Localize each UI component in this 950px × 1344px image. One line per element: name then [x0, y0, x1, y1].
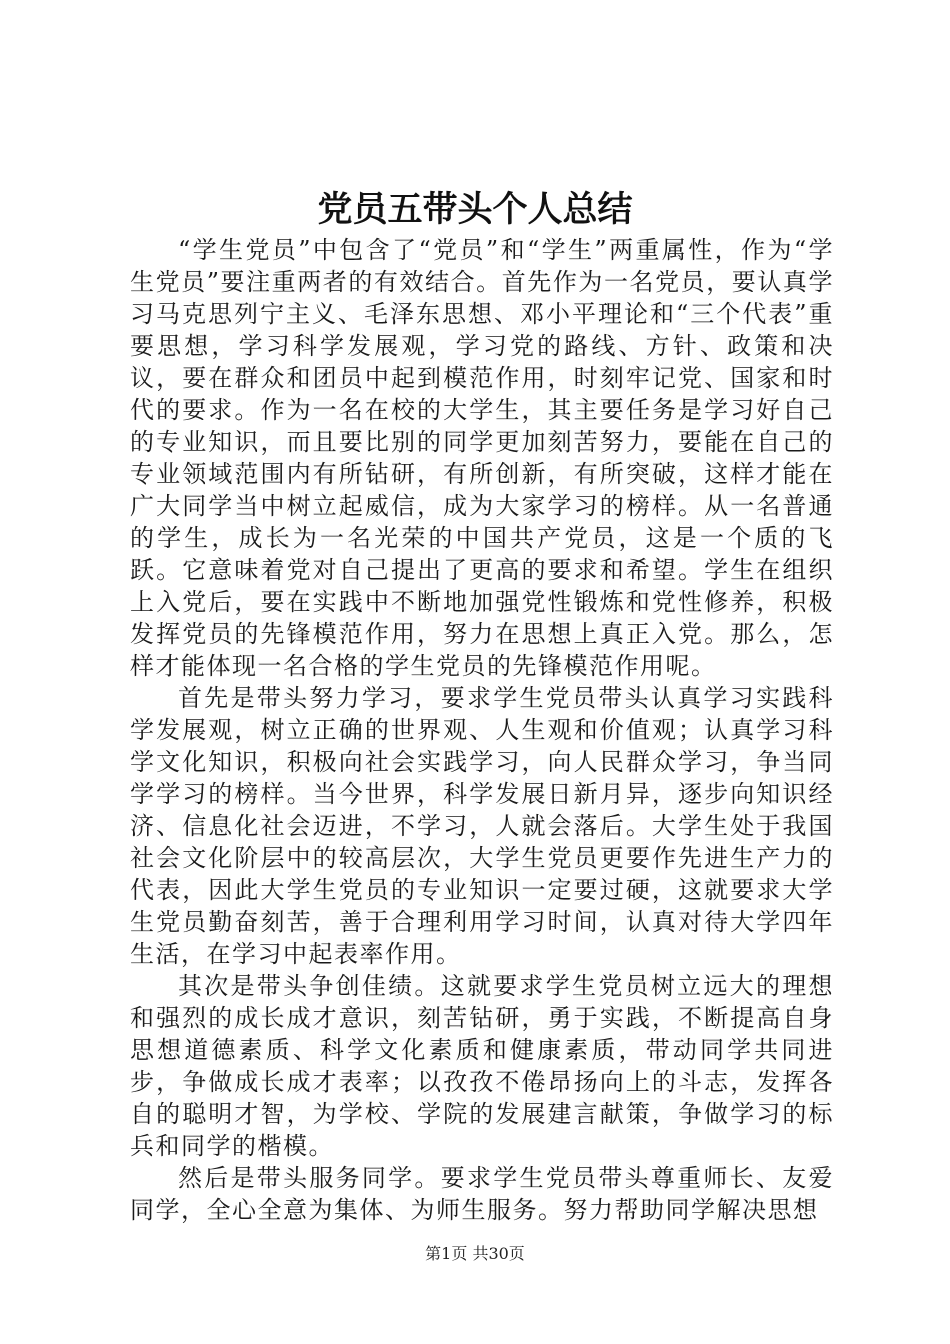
- paragraph-4: 然后是带头服务同学。要求学生党员带头尊重师长、友爱同学，全心全意为集体、为师生服务。努力帮助同学解决思想: [130, 1164, 834, 1224]
- paragraph-2: 首先是带头努力学习，要求学生党员带头认真学习实践科学发展观，树立正确的世界观、人生观和价值观；认真学习科学文化知识，积极向社会实践学习，向人民群众学习，争当同学学习的榜样。当今世界，科学发展日新月异，逐步向知识经济、信息化社会迈进，不学习，人就会落后。大学生处于我国社会文化阶层中的较高层次，大学生党员更要作先进生产力的代表，因此大学生党员的专业知识一定要过硬，这就要求大学生党员勤奋刻苦，善于合理利用学习时间，认真对待大学四年生活，在学习中起表率作用。: [130, 684, 834, 968]
- document-title: 党员五带头个人总结: [317, 189, 633, 230]
- page-number-footer: 第1页 共30页: [425, 1244, 525, 1263]
- paragraph-3: 其次是带头争创佳绩。这就要求学生党员树立远大的理想和强烈的成长成才意识，刻苦钻研，勇于实践，不断提高自身思想道德素质、科学文化素质和健康素质，带动同学共同进步，争做成长成才表率；以孜孜不倦昂扬向上的斗志，发挥各自的聪明才智，为学校、学院的发展建言献策，争做学习的标兵和同学的楷模。: [130, 972, 834, 1160]
- document-body: [130, 234, 834, 1226]
- paragraph-1: “学生党员”中包含了“党员”和“学生”两重属性，作为“学生党员”要注重两者的有效结合。首先作为一名党员，要认真学习马克思列宁主义、毛泽东思想、邓小平理论和“三个代表”重要思想，学习科学发展观，学习党的路线、方针、政策和决议，要在群众和团员中起到模范作用，时刻牢记党、国家和时代的要求。作为一名在校的大学生，其主要任务是学习好自己的专业知识，而且要比别的同学更加刻苦努力，要能在自己的专业领域范围内有所钻研，有所创新，有所突破，这样才能在广大同学当中树立起威信，成为大家学习的榜样。从一名普通的学生，成长为一名光荣的中国共产党员，这是一个质的飞跃。它意味着党对自己提出了更高的要求和希望。学生在组织上入党后，要在实践中不断地加强党性锻炼和党性修养，积极发挥党员的先锋模范作用，努力在思想上真正入党。那么，怎样才能体现一名合格的学生党员的先锋模范作用呢。: [130, 236, 834, 680]
